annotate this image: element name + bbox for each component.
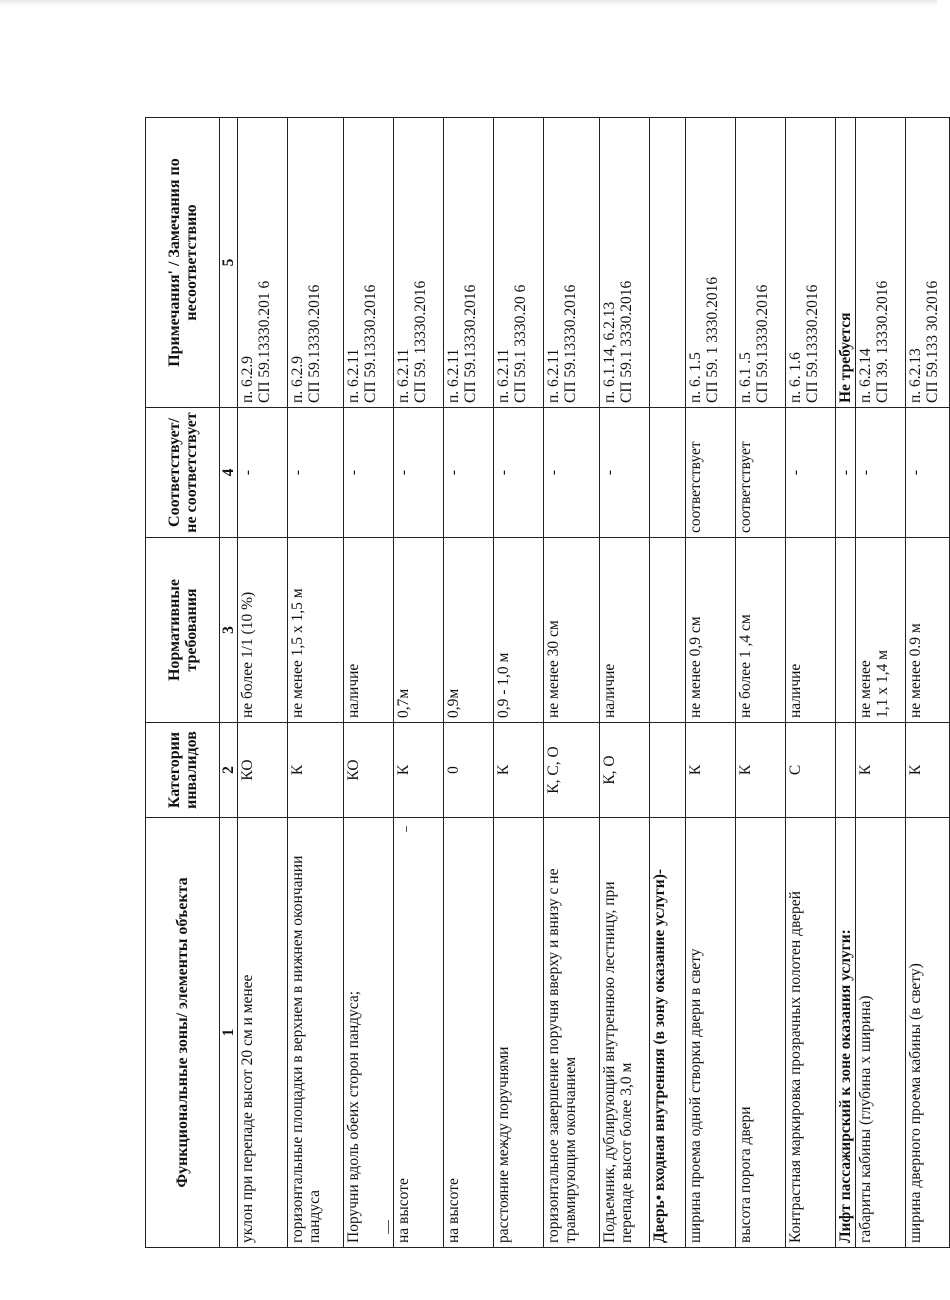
col-number: 3	[220, 538, 238, 723]
note-clause: п. 6.2.9	[289, 355, 306, 403]
col-number: 4	[220, 408, 238, 538]
compliance-cell: соответствует	[736, 408, 786, 538]
note-cell	[288, 118, 344, 408]
category-cell: К	[494, 723, 544, 818]
note-cell	[544, 118, 600, 408]
compliance-cell: -	[906, 408, 950, 538]
table-row	[394, 118, 444, 1248]
norm-cell	[856, 538, 906, 723]
category-cell: К, О	[600, 723, 650, 818]
element-cell: расстояние между поручнями	[494, 818, 544, 1248]
note-clause: п. 6.2.11	[395, 348, 412, 403]
category-cell: 0	[444, 723, 494, 818]
norm-cell: не менее 1,5 х 1,5 м	[288, 538, 344, 723]
norm-cell: не более 1/1 (10 %)	[238, 538, 288, 723]
note-standard: СП 59.13330.2016	[804, 284, 821, 403]
note-clause: п. 6.2.14	[857, 348, 874, 403]
section-row-lift	[836, 118, 856, 1248]
note-clause: п. 6.2.9	[239, 355, 256, 403]
empty-cell	[650, 538, 686, 723]
empty-cell	[836, 538, 856, 723]
table-row	[600, 118, 650, 1248]
norm-cell: наличие	[786, 538, 836, 723]
table-row	[736, 118, 786, 1248]
section-heading-lift: Лифт пассажирский к зоне оказания услуги:	[836, 818, 856, 1248]
note-standard: СП 59. 13330.2016	[412, 280, 429, 403]
empty-cell	[650, 408, 686, 538]
element-cell: на высоте	[444, 818, 494, 1248]
category-cell: К, С, О	[544, 723, 600, 818]
note-cell	[344, 118, 394, 408]
norm-line: не менее 0.9 м	[907, 623, 924, 718]
norm-cell: наличие	[344, 538, 394, 723]
table-row	[856, 118, 906, 1248]
note-cell	[686, 118, 736, 408]
header-norm: Нормативные требования	[146, 538, 220, 723]
note-clause: п. 6.2.13	[907, 348, 924, 403]
note-cell	[786, 118, 836, 408]
category-cell: К	[288, 723, 344, 818]
element-cell: Поручни вдоль обеих сторон пандуса;	[344, 818, 394, 1248]
note-standard: СП 59.1 3330.20 6	[512, 284, 529, 403]
table-row	[906, 118, 950, 1248]
category-cell: К	[856, 723, 906, 818]
compliance-cell: -	[288, 408, 344, 538]
note-cell	[856, 118, 906, 408]
note-standard: СП 59.1 3330.2016	[618, 280, 635, 403]
compliance-cell: -	[836, 408, 856, 538]
norm-cell: 0,9 - 1,0 м	[494, 538, 544, 723]
note-clause: п. 6.2.11	[495, 348, 512, 403]
header-category: Категории инвалидов	[146, 723, 220, 818]
compliance-cell: -	[238, 408, 288, 538]
note-cell	[494, 118, 544, 408]
header-compliance: Соответствует/ не соответствует	[146, 408, 220, 538]
compliance-cell: -	[494, 408, 544, 538]
norm-cell: не более 1 ,4 см	[736, 538, 786, 723]
table-row	[344, 118, 394, 1248]
element-cell: на высоте	[394, 818, 444, 1248]
norm-cell: 0,9м	[444, 538, 494, 723]
category-cell: КО	[238, 723, 288, 818]
note-standard: СП 59.133 30.2016	[924, 280, 941, 403]
table-row	[494, 118, 544, 1248]
accessibility-table	[145, 117, 950, 1248]
compliance-cell: -	[394, 408, 444, 538]
note-not-required: Не требуется	[836, 118, 856, 408]
norm-cell: не менее 30 см	[544, 538, 600, 723]
element-cell: горизонтальное завершение поручня вверху и внизу с не травмирующим окончанием	[544, 818, 600, 1248]
note-clause: п. 6.1.14, 6.2.13	[601, 301, 618, 403]
note-cell	[736, 118, 786, 408]
empty-cell	[650, 723, 686, 818]
note-standard: СП 59.13330.2016	[462, 284, 479, 403]
table-row	[786, 118, 836, 1248]
note-cell	[394, 118, 444, 408]
empty-cell	[650, 118, 686, 408]
element-cell: высота порога двери	[736, 818, 786, 1248]
compliance-cell: -	[786, 408, 836, 538]
section-heading-door: Дверь• входная внутренняя (в зону оказание услуги)-	[650, 818, 686, 1248]
note-standard: СП 39. 13330.2016	[874, 280, 891, 403]
scan-page-edge	[0, 0, 937, 6]
norm-cell: наличие	[600, 538, 650, 723]
element-cell: Подъемник, дублирующий внутреннюю лестницу, при перепаде высот более 3,0 м	[600, 818, 650, 1248]
note-cell	[444, 118, 494, 408]
element-cell: Контрастная маркировка прозрачных полотен дверей	[786, 818, 836, 1248]
note-clause: п. 6.2.11	[445, 348, 462, 403]
compliance-cell: -	[856, 408, 906, 538]
note-clause: п. 6. 1.5	[687, 352, 704, 403]
table-row	[288, 118, 344, 1248]
col-number: 2	[220, 723, 238, 818]
note-clause: п. 6.2.11	[545, 348, 562, 403]
compliance-cell: -	[444, 408, 494, 538]
note-cell	[600, 118, 650, 408]
element-cell: уклон при перепаде высот 20 см и менее	[238, 818, 288, 1248]
note-standard: СП 59.13330.2016	[362, 284, 379, 403]
category-cell: К	[906, 723, 950, 818]
norm-line: не менее	[857, 660, 874, 718]
norm-line: 1,1 х 1,4 м	[874, 650, 891, 718]
compliance-cell: -	[544, 408, 600, 538]
note-standard: СП 59.13330.201 6	[256, 280, 273, 403]
empty-cell	[836, 723, 856, 818]
header-elements: Функциональные зоны/ элементы объекта	[146, 818, 220, 1248]
category-cell: К	[736, 723, 786, 818]
category-cell: К	[394, 723, 444, 818]
table-row	[544, 118, 600, 1248]
norm-cell	[906, 538, 950, 723]
element-cell: ширина дверного проема кабины (в свету)	[906, 818, 950, 1248]
rotated-table-sheet	[145, 118, 941, 1248]
column-number-row	[220, 118, 238, 1248]
note-cell	[906, 118, 950, 408]
note-clause: п. 6.2.11	[345, 348, 362, 403]
note-standard: СП 59.13330.2016	[306, 284, 323, 403]
col-number: 5	[220, 118, 238, 408]
element-cell: ширина проема одной створки двери в свету	[686, 818, 736, 1248]
element-cell: габариты кабины (глубина х ширина)	[856, 818, 906, 1248]
category-cell: К	[686, 723, 736, 818]
table-row	[686, 118, 736, 1248]
element-cell: горизонтальные площадки в верхнем в нижнем окончании пандуса	[288, 818, 344, 1248]
norm-cell: не менее 0,9 см	[686, 538, 736, 723]
note-standard: СП 59.13330.2016	[754, 284, 771, 403]
compliance-cell: соответствует	[686, 408, 736, 538]
note-clause: п. 6. 1.6	[787, 352, 804, 403]
note-clause: п. 6.1 .5	[737, 352, 754, 403]
col-number: 1	[220, 818, 238, 1248]
section-row-door	[650, 118, 686, 1248]
category-cell: С	[786, 723, 836, 818]
category-cell: КО	[344, 723, 394, 818]
note-cell	[238, 118, 288, 408]
compliance-cell: -	[600, 408, 650, 538]
note-standard: СП 59.13330.2016	[562, 284, 579, 403]
norm-cell: 0,7м	[394, 538, 444, 723]
table-row	[238, 118, 288, 1248]
note-standard: СП 59. 1 3330.2016	[704, 276, 721, 403]
header-notes: Примечания' / Замечания по несоответствию	[146, 118, 220, 408]
table-row	[444, 118, 494, 1248]
compliance-cell: -	[344, 408, 394, 538]
